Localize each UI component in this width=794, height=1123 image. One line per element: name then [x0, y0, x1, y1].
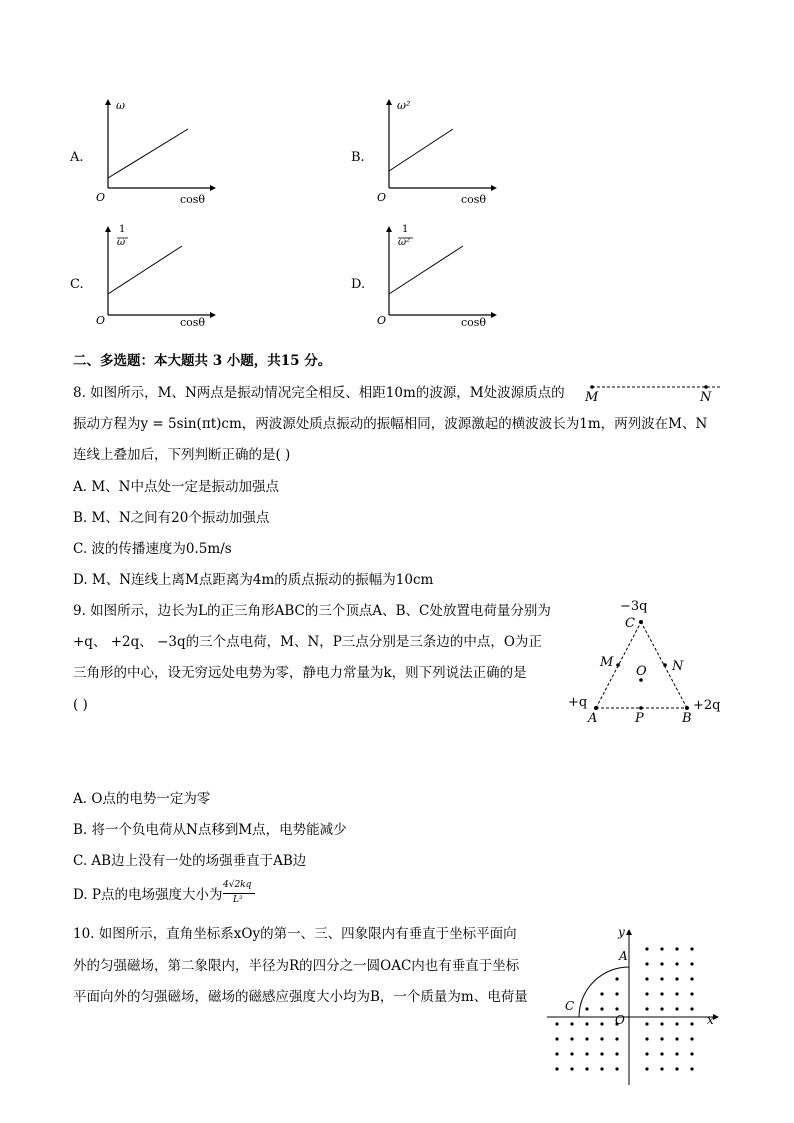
field-dot — [645, 1067, 648, 1070]
formula-numerator: 4√2kq — [223, 880, 252, 890]
graph-option-b — [351, 95, 501, 210]
point-m-label: M — [600, 655, 614, 670]
field-dot — [660, 1052, 663, 1055]
field-dot — [645, 1007, 648, 1010]
field-dot — [660, 992, 663, 995]
field-dot — [660, 1037, 663, 1040]
y-axis-numerator: 1 — [402, 224, 409, 235]
option-letter: A. — [70, 150, 84, 165]
field-dot — [675, 1067, 678, 1070]
field-dot — [660, 1007, 663, 1010]
field-dot — [690, 992, 693, 995]
q8-figure — [582, 378, 722, 408]
y-axis-denominator: ω² — [398, 237, 411, 248]
origin-label: O — [96, 191, 106, 204]
q10-line-3: 平面向外的匀强磁场，磁场的磁感应强度大小均为B，一个质量为m、电荷量 — [73, 989, 528, 1005]
option-letter: C. — [70, 277, 84, 292]
q9-line-2: +q、 +2q、 −3q的三个点电荷，M、N，P三点分别是三条边的中点，O为正 — [73, 634, 542, 650]
field-dot — [600, 992, 603, 995]
field-dot — [690, 1037, 693, 1040]
field-dot — [690, 962, 693, 965]
field-dot — [675, 1022, 678, 1025]
y-axis-label: ω² — [397, 99, 411, 112]
graph-option-d — [351, 222, 501, 337]
field-dot — [555, 1067, 558, 1070]
field-dot — [615, 1007, 618, 1010]
field-dot — [645, 947, 648, 950]
q8-label-m: M — [585, 390, 599, 405]
vertex-b-label: B — [682, 711, 692, 726]
field-dot — [690, 1067, 693, 1070]
q10-label-c: C — [565, 999, 575, 1013]
field-dot — [585, 1037, 588, 1040]
field-dot — [690, 1022, 693, 1025]
field-dot — [675, 962, 678, 965]
field-dot — [555, 1022, 558, 1025]
q10-label-o: O — [615, 1013, 625, 1027]
field-dot — [645, 1052, 648, 1055]
graph-option-c — [70, 222, 220, 337]
field-dot — [645, 962, 648, 965]
field-dot — [645, 992, 648, 995]
field-dot — [585, 1067, 588, 1070]
y-axis-label: ω — [116, 99, 125, 112]
q9-option-b: B. 将一个负电荷从N点移到M点，电势能减少 — [73, 822, 347, 838]
point-n-label: N — [672, 659, 684, 674]
field-dot — [645, 1037, 648, 1040]
field-dot — [570, 1067, 573, 1070]
q10-field-figure — [545, 925, 725, 1090]
origin-label: O — [377, 191, 387, 204]
charge-c-label: −3q — [620, 599, 648, 614]
q8-option-d: D. M、N连线上离M点距离为4m的质点振动的振幅为10cm — [73, 572, 434, 588]
field-dot — [585, 1007, 588, 1010]
field-dot — [585, 1052, 588, 1055]
origin-label: O — [377, 314, 387, 327]
field-dot — [660, 947, 663, 950]
field-dot — [615, 1052, 618, 1055]
field-dot — [600, 1007, 603, 1010]
field-dot — [615, 992, 618, 995]
q8-label-n: N — [700, 390, 712, 405]
q10-line-2: 外的匀强磁场，第二象限内，半径为R的四分之一圆OAC内也有垂直于坐标 — [73, 958, 520, 974]
option-letter: D. — [351, 277, 366, 292]
q8-option-c: C. 波的传播速度为0.5m/s — [73, 541, 232, 557]
field-dot — [600, 1022, 603, 1025]
field-dot — [675, 992, 678, 995]
q10-label-y: y — [618, 925, 625, 939]
q9-line-3: 三角形的中心，设无穷远处电势为零，静电力常量为k，则下列说法正确的是 — [73, 665, 527, 681]
field-dot — [660, 1067, 663, 1070]
x-axis-label: cosθ — [180, 316, 206, 329]
field-dot — [570, 1052, 573, 1055]
field-dot — [615, 1037, 618, 1040]
y-axis-denominator: ω — [117, 237, 126, 248]
field-dot — [660, 977, 663, 980]
vertex-c-label: C — [625, 616, 635, 631]
center-o-label: O — [636, 664, 647, 679]
q8-line-2: 振动方程为y = 5sin(πt)cm，两波源处质点振动的振幅相同，波源激起的横波波长为1m，两列波在M、N — [73, 416, 708, 432]
field-dot — [675, 947, 678, 950]
field-dot — [675, 977, 678, 980]
origin-label: O — [96, 314, 106, 327]
q9-option-a: A. O点的电势一定为零 — [73, 791, 211, 807]
q9-line-1: 9. 如图所示，边长为L的正三角形ABC的三个顶点A、B、C处放置电荷量分别为 — [73, 603, 551, 619]
field-dot — [675, 1037, 678, 1040]
charge-a-label: +q — [568, 695, 588, 710]
q10-label-x: x — [707, 1013, 714, 1027]
x-axis-label: cosθ — [461, 193, 487, 206]
field-dot — [675, 1052, 678, 1055]
vertex-a-label: A — [588, 711, 598, 726]
q9-option-c: C. AB边上没有一处的场强垂直于AB边 — [73, 853, 307, 869]
graph-option-a — [70, 95, 220, 210]
field-dot — [660, 1022, 663, 1025]
field-dot — [645, 977, 648, 980]
field-dot — [645, 1022, 648, 1025]
field-dot — [660, 962, 663, 965]
field-dot — [555, 1052, 558, 1055]
field-dot — [555, 1037, 558, 1040]
q8-option-a: A. M、N中点处一定是振动加强点 — [73, 479, 279, 495]
section-heading: 二、多选题：本大题共 3 小题，共15 分。 — [73, 353, 332, 369]
field-dot — [570, 1037, 573, 1040]
charge-b-label: +2q — [693, 698, 721, 713]
field-dot — [690, 1007, 693, 1010]
field-dot — [690, 977, 693, 980]
formula-denominator: L² — [233, 895, 243, 905]
field-dot — [615, 977, 618, 980]
field-dot — [690, 947, 693, 950]
x-axis-label: cosθ — [461, 316, 487, 329]
field-dot — [615, 1067, 618, 1070]
q10-label-a: A — [619, 949, 628, 963]
field-dot — [585, 1022, 588, 1025]
q8-line-3: 连线上叠加后，下列判断正确的是( ) — [73, 447, 291, 463]
field-dot — [675, 1007, 678, 1010]
y-axis-numerator: 1 — [119, 224, 126, 235]
x-axis-label: cosθ — [180, 193, 206, 206]
field-dot — [570, 1022, 573, 1025]
q10-line-1: 10. 如图所示，直角坐标系xOy的第一、三、四象限内有垂直于坐标平面向 — [73, 926, 517, 942]
q9-option-d-text: D. P点的电场强度大小为 — [73, 887, 223, 903]
fraction-bar — [223, 893, 255, 894]
q9-line-4: ( ) — [73, 697, 88, 713]
field-dot — [600, 1052, 603, 1055]
q8-line-1: 8. 如图所示，M、N两点是振动情况完全相反、相距10m的波源，M处波源质点的 — [73, 385, 565, 401]
q9-triangle-figure — [562, 598, 732, 733]
field-dot — [600, 1037, 603, 1040]
field-dot — [690, 1052, 693, 1055]
point-p-label: P — [635, 711, 644, 726]
q8-option-b: B. M、N之间有20个振动加强点 — [73, 510, 270, 526]
field-dot — [600, 1067, 603, 1070]
q9-option-d-formula — [221, 880, 261, 910]
option-letter: B. — [351, 150, 365, 165]
